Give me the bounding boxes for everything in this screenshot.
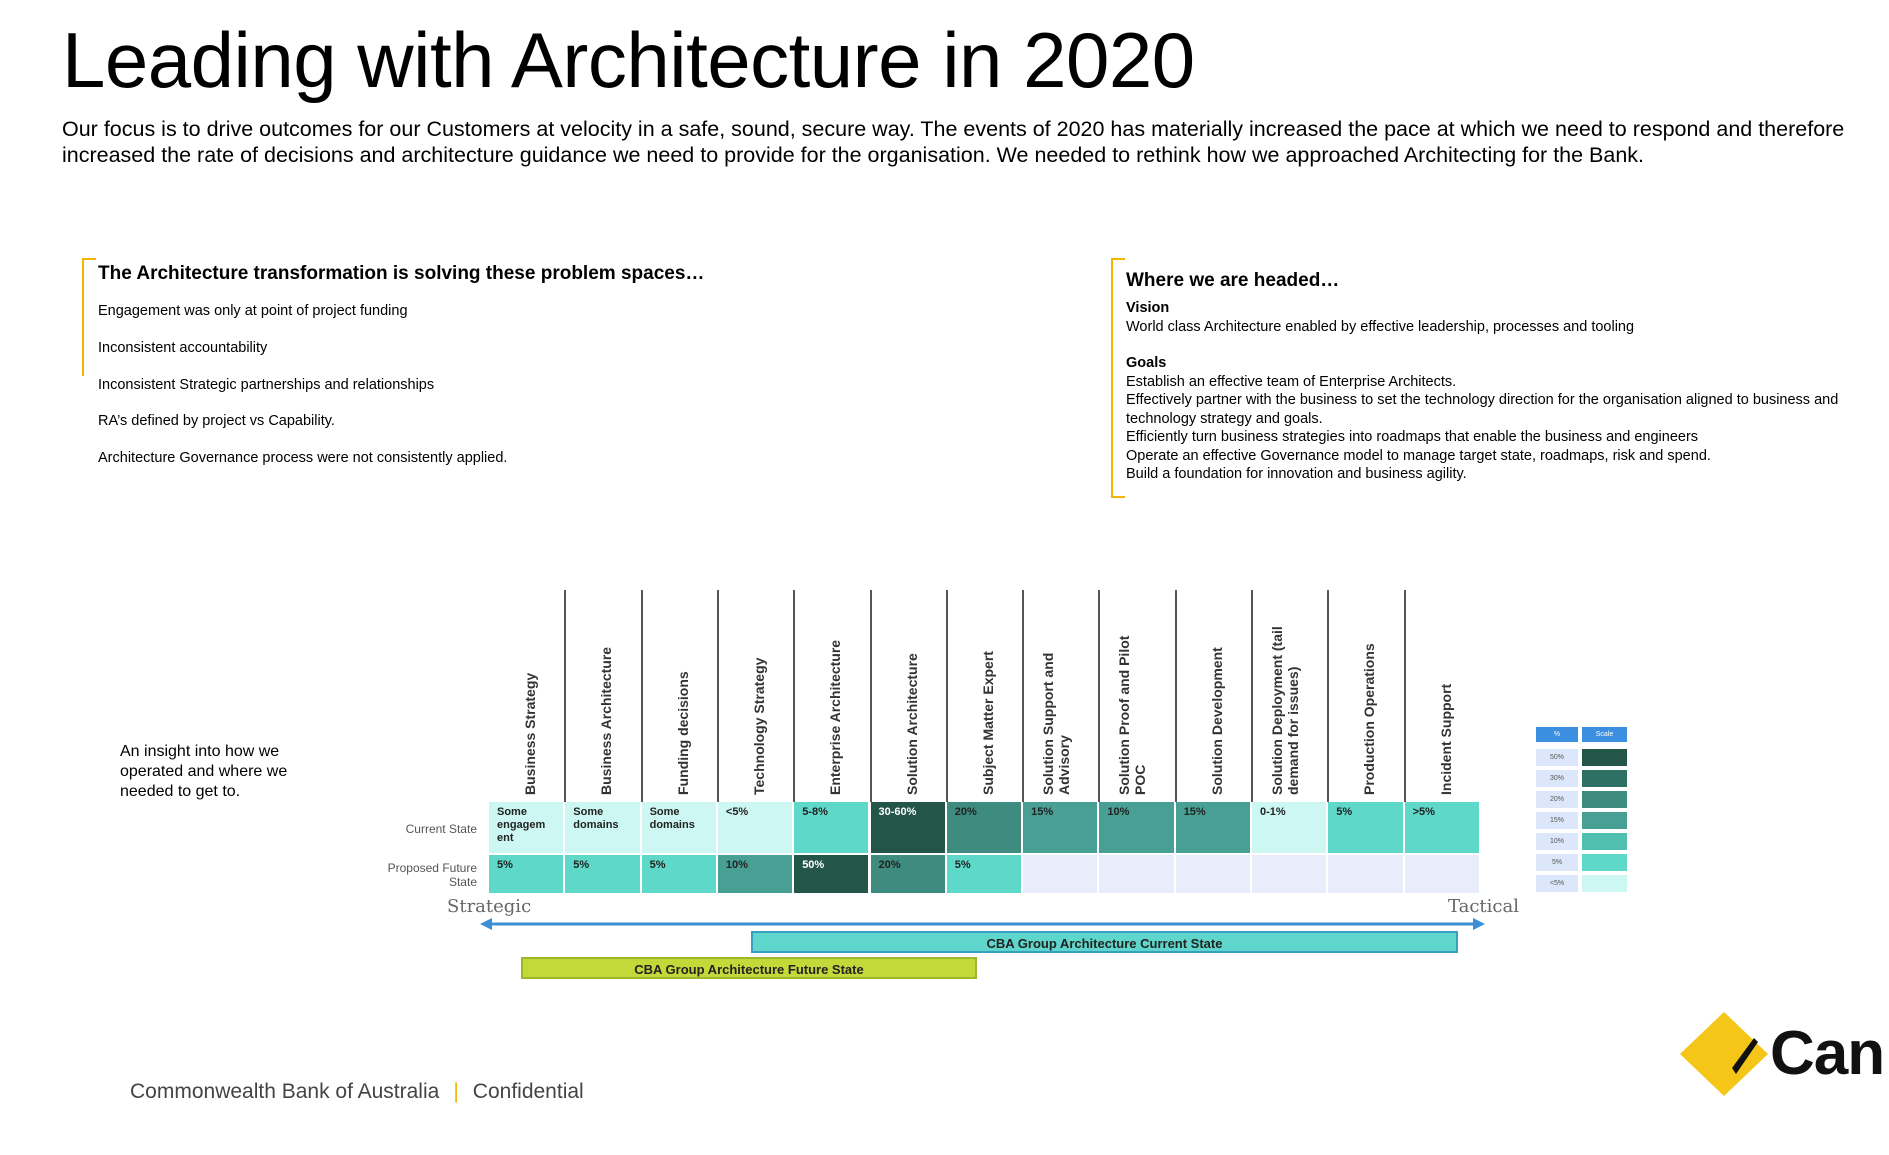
column-divider	[1404, 590, 1406, 802]
column-header: Enterprise Architecture	[827, 639, 844, 795]
column-header: Solution Proof and Pilot POC	[1116, 635, 1149, 795]
column-divider	[1022, 590, 1024, 802]
axis-tactical: Tactical	[1448, 896, 1519, 917]
column-divider	[641, 590, 643, 802]
future-state-cell	[1328, 855, 1404, 893]
future-state-cell: 5%	[489, 855, 565, 893]
current-state-bar: CBA Group Architecture Current State	[751, 931, 1458, 953]
future-state-cell: 5%	[642, 855, 718, 893]
legend-percent: 10%	[1536, 833, 1578, 850]
column-divider	[1175, 590, 1177, 802]
axis-strategic: Strategic	[447, 896, 532, 917]
column-header: Technology Strategy	[750, 657, 767, 795]
row-label-future: Proposed Future State	[387, 861, 477, 889]
legend-swatch	[1582, 791, 1627, 808]
current-state-cell: 15%	[1023, 802, 1099, 853]
cba-diamond-logo-icon	[1676, 1008, 1776, 1098]
column-divider	[717, 590, 719, 802]
footer	[130, 1080, 584, 1104]
legend-header: %	[1536, 727, 1578, 742]
future-state-cell: 50%	[794, 855, 870, 893]
future-state-cell: 10%	[718, 855, 794, 893]
column-header: Production Operations	[1361, 643, 1378, 795]
strategic-tactical-arrow	[480, 916, 1485, 932]
column-divider	[1251, 590, 1253, 802]
footer-separator: |	[453, 1080, 459, 1103]
problem-item: Inconsistent Strategic partnerships and relationships	[98, 377, 435, 393]
legend-swatch	[1582, 812, 1627, 829]
current-state-cell: >5%	[1405, 802, 1481, 853]
vision-text: World class Architecture enabled by effective leadership, processes and tooling	[1126, 318, 1635, 335]
column-divider	[870, 590, 872, 802]
page-title: Leading with Architecture in 2020	[62, 16, 1195, 104]
intro-paragraph: Our focus is to drive outcomes for our Customers at velocity in a safe, sound, secure way. The events of 2020 has materially increased the pace at which we need to respond and therefore increased the rate of decisions and architecture guidance we need to provide for the organisation. We needed to rethink how we approached Architecting for the Bank.	[62, 117, 1845, 167]
goal-item: Establish an effective team of Enterprise Architects.	[1126, 373, 1457, 390]
problem-item: Inconsistent accountability	[98, 340, 268, 356]
future-state-cell	[1023, 855, 1099, 893]
column-header: Subject Matter Expert	[979, 651, 996, 795]
current-state-cell: 5%	[1328, 802, 1404, 853]
goal-item: Efficiently turn business strategies into roadmaps that enable the business and engineers	[1126, 429, 1699, 445]
row-label-current: Current State	[405, 822, 477, 836]
problem-item: Engagement was only at point of project funding	[98, 303, 408, 319]
current-state-cell: 20%	[947, 802, 1023, 853]
legend-swatch	[1582, 770, 1627, 787]
legend-header: Scale	[1582, 727, 1627, 742]
vision-label: Vision	[1126, 300, 1170, 316]
vision-goals-block	[1126, 299, 1886, 484]
legend-swatch	[1582, 749, 1627, 766]
insight-text: An insight into how we operated and where we needed to get to.	[120, 743, 288, 800]
problems-heading: The Architecture transformation is solving these problem spaces…	[98, 263, 705, 284]
current-state-cell: <5%	[718, 802, 794, 853]
column-header: Incident Support	[1437, 683, 1454, 795]
goals-label: Goals	[1126, 355, 1167, 371]
current-state-cell: 15%	[1176, 802, 1252, 853]
column-header: Business Strategy	[522, 672, 538, 795]
current-state-cell: Some domains	[642, 802, 718, 853]
future-state-bar: CBA Group Architecture Future State	[521, 957, 977, 979]
goal-item: Effectively partner with the business to set the technology direction for the organisation aligned to business and technology strategy and goals.	[1126, 392, 1839, 427]
footer-classification: Confidential	[472, 1080, 584, 1103]
headed-heading: Where we are headed…	[1126, 270, 1340, 291]
problems-bracket	[82, 258, 98, 376]
column-divider	[564, 590, 566, 802]
legend-percent: 5%	[1536, 854, 1578, 871]
legend-swatch	[1582, 854, 1627, 871]
legend-percent: 15%	[1536, 812, 1578, 829]
column-header: Solution Deployment (tail demand for issues)	[1269, 626, 1301, 795]
column-header: Solution Support and Advisory	[1040, 652, 1073, 795]
future-state-cell	[1099, 855, 1175, 893]
current-state-cell: 30-60%	[871, 802, 947, 853]
logo-text: Can	[1770, 1019, 1885, 1088]
problem-item: RA’s defined by project vs Capability.	[98, 413, 335, 429]
column-header: Business Architecture	[598, 646, 615, 795]
future-state-cell: 5%	[947, 855, 1023, 893]
goal-item: Operate an effective Governance model to manage target state, roadmaps, risk and spend.	[1126, 447, 1711, 464]
future-state-cell	[1176, 855, 1252, 893]
current-state-cell: Some domains	[565, 802, 641, 853]
legend-swatch	[1582, 833, 1627, 850]
column-header: Solution Development	[1208, 647, 1225, 795]
future-state-cell	[1252, 855, 1328, 893]
current-state-cell: 5-8%	[794, 802, 870, 853]
current-state-cell: 10%	[1099, 802, 1175, 853]
current-state-cell: Some engagem ent	[489, 802, 565, 853]
legend-swatch	[1582, 875, 1627, 892]
legend-percent: 50%	[1536, 749, 1578, 766]
column-divider	[946, 590, 948, 802]
future-state-cell	[1405, 855, 1481, 893]
future-state-cell: 20%	[871, 855, 947, 893]
column-header: Solution Architecture	[903, 653, 920, 795]
current-state-cell: 0-1%	[1252, 802, 1328, 853]
legend-percent: 30%	[1536, 770, 1578, 787]
column-divider	[1098, 590, 1100, 802]
column-divider	[1327, 590, 1329, 802]
footer-company: Commonwealth Bank of Australia	[130, 1080, 440, 1103]
legend-percent: <5%	[1536, 875, 1578, 892]
column-divider	[793, 590, 795, 802]
headed-bracket	[1111, 258, 1127, 498]
legend-percent: 20%	[1536, 791, 1578, 808]
column-header: Funding decisions	[674, 671, 691, 795]
problem-item: Architecture Governance process were not consistently applied.	[98, 450, 508, 466]
future-state-cell: 5%	[565, 855, 641, 893]
goal-item: Build a foundation for innovation and business agility.	[1126, 466, 1467, 482]
